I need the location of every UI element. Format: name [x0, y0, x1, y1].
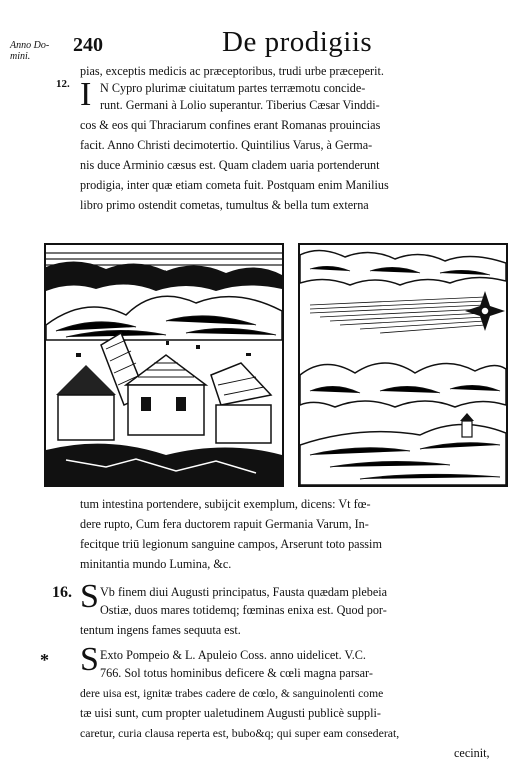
woodcut-comet-sky — [298, 243, 508, 487]
text-line: pias, exceptis medicis ac præceptoribus, trudi urbe præceperit. — [80, 64, 384, 78]
text-line: tum intestina portendere, subijcit exemplum, dicens: Vt fœ- — [80, 497, 371, 511]
text-line: runt. Germani à Lolio superantur. Tiberius Cæsar Vinddi- — [100, 98, 380, 112]
entry-marker-16: 16. — [52, 584, 72, 601]
text-line: prodigia, inter quæ etiam cometa fuit. Postquam enim Manilius — [80, 178, 389, 192]
entry-marker-asterisk: * — [40, 650, 49, 670]
text-line: Exto Pompeio & L. Apuleio Coss. anno uidelicet. V.C. — [100, 648, 366, 662]
text-line: fecitque triū legionum sanguine campos, Arserunt toto passim — [80, 537, 382, 551]
year-marker: 12. — [56, 78, 70, 90]
text-line: 766. Sol totus hominibus deficere & cœli magna parsar- — [100, 666, 373, 680]
woodcut-earthquake-illustration — [46, 245, 282, 485]
text-line: dere uisa est, ignitæ trabes cadere de cœlo, & sanguinolenti come — [80, 687, 384, 700]
catchword: cecinit, — [454, 746, 490, 760]
text-line: Vb finem diui Augusti principatus, Fausta quædam plebeia — [100, 585, 388, 599]
text-line: libro primo ostendit cometas, tumultus & bella tum externa — [80, 198, 369, 212]
margin-note-line: mini. — [10, 51, 31, 62]
text-line: dere rupto, Cum fera ductorem rapuit Germania Varum, In- — [80, 517, 369, 531]
text-line: N Cypro plurimæ ciuitatum partes terræmotu concide- — [100, 81, 366, 95]
text-line: minitantia mundo Lumina, &c. — [80, 557, 232, 571]
text-line: tæ uisi sunt, cum propter ualetudinem Augusti publicè suppli- — [80, 706, 381, 720]
text-line: nis duce Arminio cæsus est. Quam cladem uaria portenderunt — [80, 158, 380, 172]
text-line: caretur, curia clausa reperta est, bubo&q; qui super eam consederat, — [80, 726, 400, 740]
woodcut-comet-illustration — [300, 245, 506, 485]
text-line: Ostiæ, duos mares totidemq; fœminas enixa est. Quod por- — [100, 603, 387, 617]
margin-note-line: Anno Do- — [10, 40, 50, 51]
woodcut-earthquake-town — [44, 243, 284, 487]
drop-cap: S — [80, 641, 99, 678]
running-head: De prodigiis — [222, 26, 373, 58]
text-line: facit. Anno Christi decimotertio. Quintilius Varus, à Germa- — [80, 138, 373, 152]
page-number: 240 — [73, 34, 103, 56]
text-line: tentum ingens fames sequuta est. — [80, 623, 241, 637]
drop-cap: I — [80, 76, 92, 113]
margin-note-anno-domini — [10, 40, 49, 62]
text-line: cos & eos qui Thraciarum confines erant Romanas prouincias — [80, 118, 381, 132]
drop-cap: S — [80, 578, 99, 615]
